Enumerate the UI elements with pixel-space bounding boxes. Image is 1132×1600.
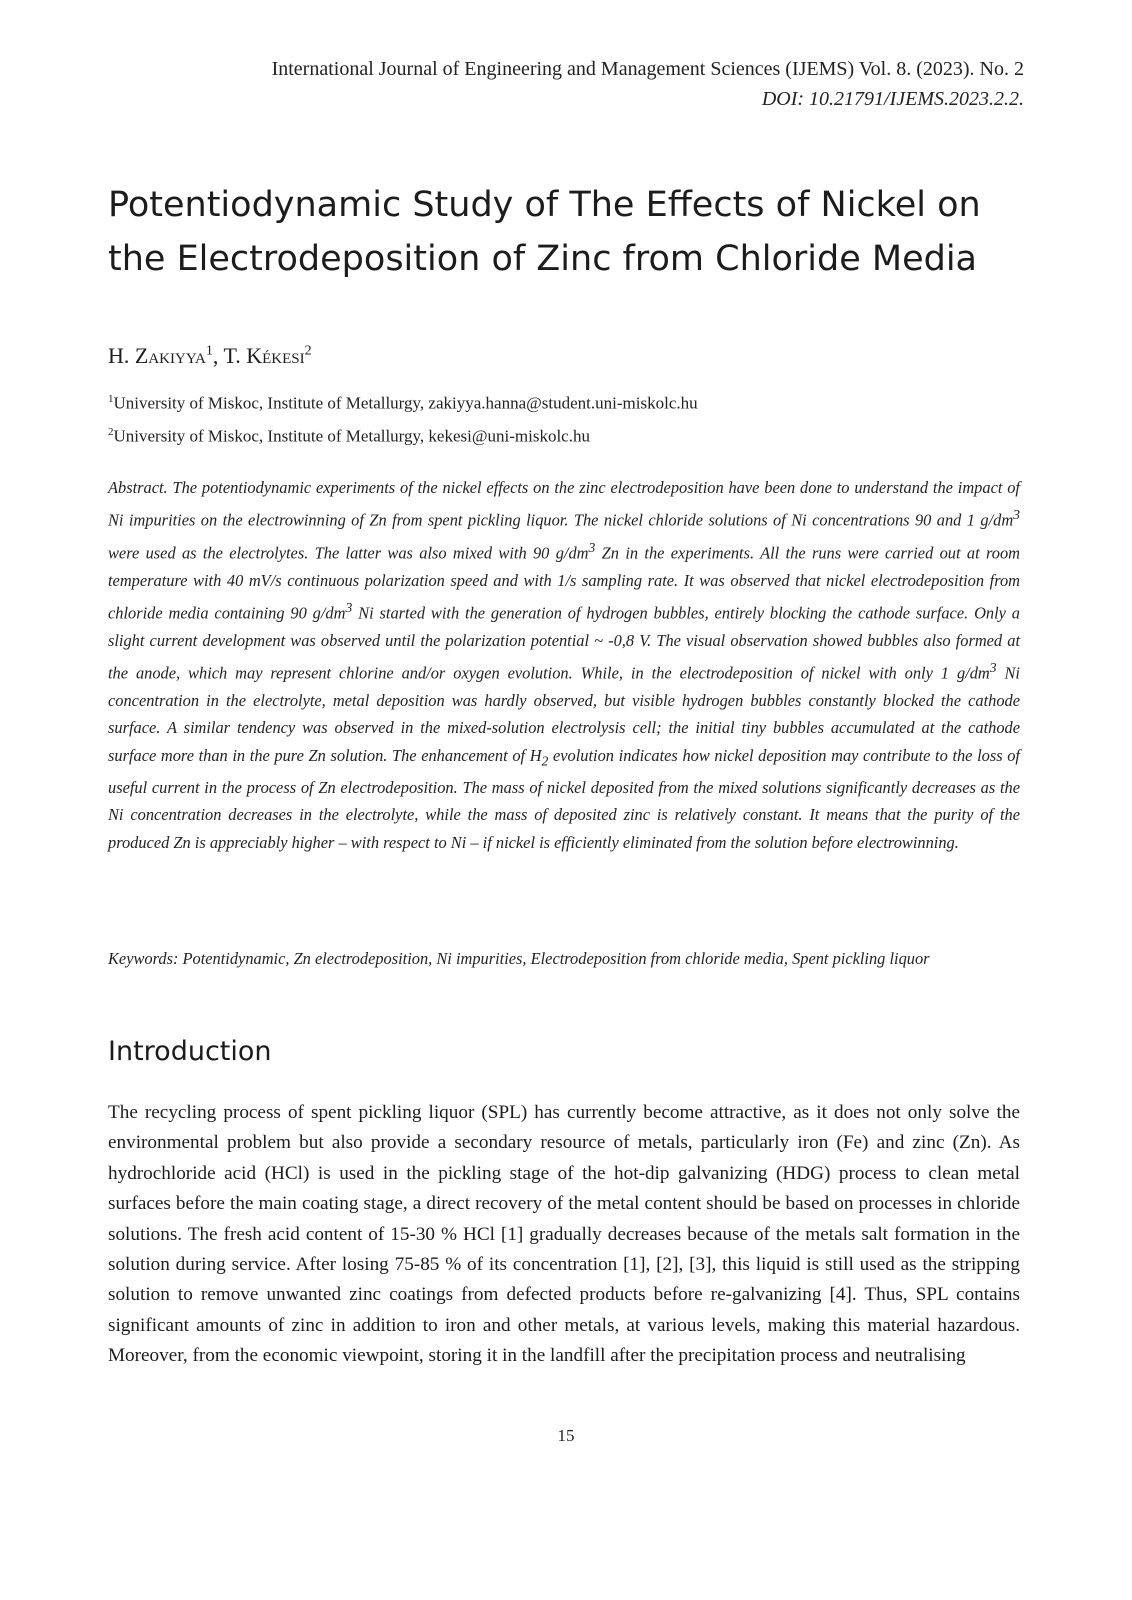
section-heading-introduction: Introduction <box>108 1036 272 1067</box>
abstract-label: Abstract. <box>108 478 168 497</box>
paper-title: Potentiodynamic Study of The Effects of Nickel on the Electrodeposition of Zinc from Chloride Media <box>108 185 981 279</box>
author-list: H. Zakiyya$^1$, T. Kékesi$^2$ <box>108 343 312 369</box>
introduction-paragraph: The recycling process of spent pickling liquor (SPL) has currently become attractive, as it does not only solve the environmental problem but also provide a secondary resource of metals, particularly iron (Fe) and zinc (Zn). As hydrochloride acid (HCl) is used in the pickling stage of the hot-dip galvanizing (HDG) process to clean metal surfaces before the main coating stage, a direct recovery of the metal content should be based on processes in chloride solutions. The fresh acid content of 15-30 % HCl [1] gradually decreases because of the metals salt formation in the solution during service. After losing 75-85 % of its concentration [1], [2], [3], this liquid is still used as the stripping solution to remove unwanted zinc coatings from defected products before re-galvanizing [4]. Thus, SPL contains significant amounts of zinc in addition to iron and other metals, at various levels, making this material hazardous. Moreover, from the economic viewpoint, storing it in the landfill after the precipitation process and neutralising <box>108 1102 1020 1367</box>
affiliations <box>108 385 698 450</box>
running-header <box>272 54 1024 114</box>
doi: DOI: 10.21791/IJEMS.2023.2.2. <box>761 88 1024 110</box>
affiliation-2: $^2$University of Miskoc, Institute of Metallurgy, kekesi@uni-miskolc.hu <box>108 425 590 446</box>
abstract: Abstract. The potentiodynamic experiments of the nickel effects on the zinc electrodeposition have been done to understand the impact of Ni impurities on the electrowinning of Zn from spent pickling liquor. The nickel chloride solutions of Ni concentrations 90 and 1 $g/dm^3$ were used as the electrolytes. The latter was also mixed with 90 $g/dm^3$ Zn in the experiments. All the runs were carried out at room temperature with 40 mV/s continuous polarization speed and with 1/s sampling rate. It was observed that nickel electrodeposition from chloride media containing 90 $g/dm^3$ Ni started with the generation of hydrogen bubbles, entirely blocking the cathode surface. Only a slight current development was observed until the polarization potential ~ -0,8 V. The visual observation showed bubbles also formed at the anode, which may represent chlorine and/or oxygen evolution. While, in the electrodeposition of nickel with only 1 $g/dm^3$ Ni concentration in the electrolyte, metal deposition was hardly observed, but visible hydrogen bubbles constantly blocked the cathode surface. A similar tendency was observed in the mixed-solution electrolysis cell; the initial tiny bubbles accumulated at the cathode surface more than in the pure Zn solution. The enhancement of $H_2$ evolution indicates how nickel deposition may contribute to the loss of useful current in the process of Zn electrodeposition. The mass of nickel deposited from the mixed solutions significantly decreases as the Ni concentration decreases in the electrolyte, while the mass of deposited zinc is relatively constant. It means that the purity of the produced Zn is appreciably higher – with respect to Ni – if nickel is efficiently eliminated from the solution before electrowinning. <box>108 478 1020 852</box>
affiliation-1: $^1$University of Miskoc, Institute of Metallurgy, zakiyya.hanna@student.uni-miskolc.hu <box>108 393 698 413</box>
journal-citation: International Journal of Engineering and Management Sciences (IJEMS) Vol. 8. (2023). No. 2 <box>271 58 1024 80</box>
author-1: H. Zakiyya$^1$ <box>108 343 213 369</box>
keywords: Keywords: Potentidynamic, Zn electrodeposition, Ni impurities, Electrodeposition from chloride media, Spent pickling liquor <box>108 949 930 968</box>
author-2: T. Kékesi$^2$ <box>223 343 312 369</box>
page-number: 15 <box>557 1426 575 1445</box>
